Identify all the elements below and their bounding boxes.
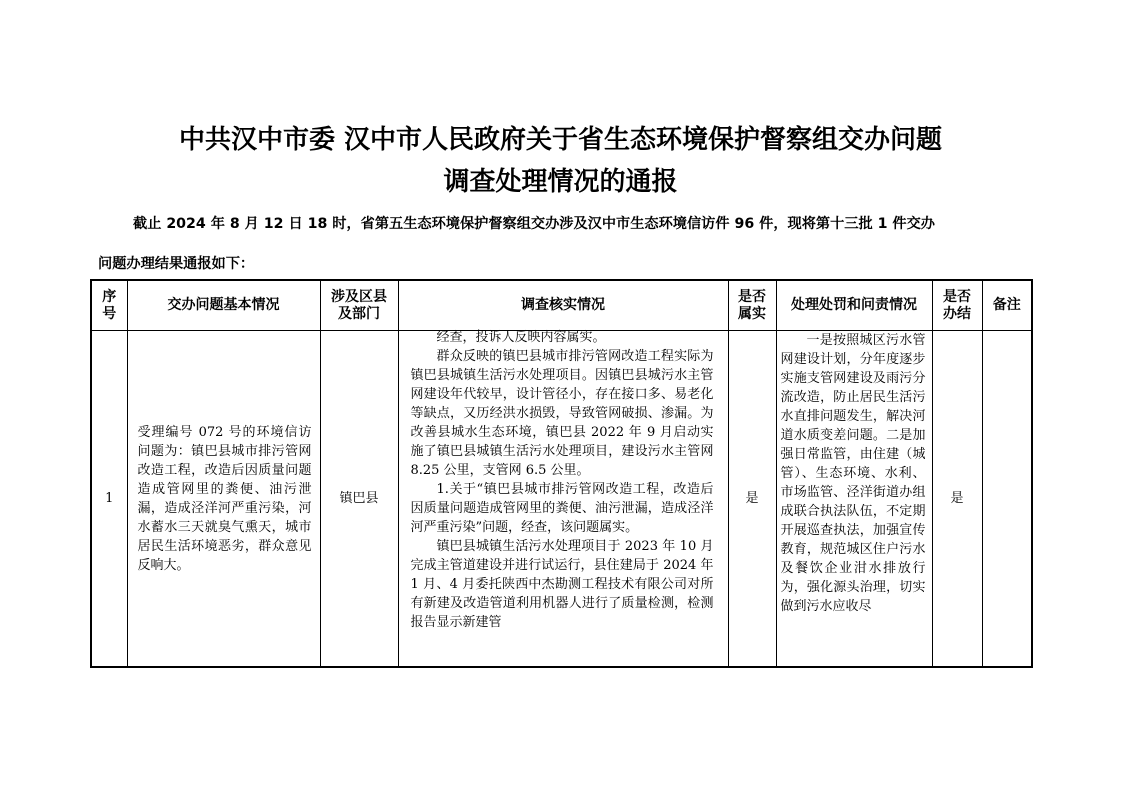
cell-verification xyxy=(398,331,728,668)
header-note: 备注 xyxy=(982,280,1032,331)
verification-paragraph: 1.关于“镇巴县城市排污管网改造工程，改造后因质量问题造成管网里的粪便、油污泄漏，造成泾洋河严重污染”问题，经查，该问题属实。 xyxy=(410,482,714,535)
header-truth: 是否属实 xyxy=(728,280,776,331)
handling-paragraph: 一是按照城区污水管网建设计划，分年度逐步实施支管网建设及雨污分流改造，防止居民生活污水直排问题发生，解决河道水质变差问题。二是加强日常监管，由住建（城管）、生态环境、水利、市场监管、泾洋街道办组成联合执法队伍，不定期开展巡查执法，加强宣传教育，规范城区住户污水及餐饮企业泔水排放行为，强化源头治理，切实做到污水应收尽 xyxy=(780,333,926,614)
cell-basic-info: 受理编号 072 号的环境信访问题为：镇巴县城市排污管网改造工程，改造后因质量问题造成管网里的粪便、油污泄漏，造成泾洋河严重污染，河水蓄水三天就臭气熏天，城市居民生活环境恶劣，群众意见反响大。 xyxy=(127,331,320,668)
cell-seq: 1 xyxy=(91,331,127,668)
verification-paragraph: 群众反映的镇巴县城市排污管网改造工程实际为镇巴县城镇生活污水处理项目。因镇巴县城污水主管网建设年代较早，设计管径小，存在接口多、易老化等缺点，又历经洪水损毁，导致管网破损、渗漏。为改善县城水生态环境，镇巴县 2022 年 9 月启动实施了镇巴县城镇生活污水处理项目，建设污水主管网 8.25 公里，支管网 6.5 公里。 xyxy=(410,349,714,478)
handling-text xyxy=(777,331,932,666)
document-title-line1: 中共汉中市委 汉中市人民政府关于省生态环境保护督察组交办问题 xyxy=(178,125,943,155)
header-dept: 涉及区县及部门 xyxy=(320,280,398,331)
header-done: 是否办结 xyxy=(932,280,982,331)
header-verify: 调查核实情况 xyxy=(398,280,728,331)
table-header-row xyxy=(91,280,1032,331)
verification-text xyxy=(411,328,714,663)
cell-dept: 镇巴县 xyxy=(320,331,398,668)
intro-paragraph: 截止 2024 年 8 月 12 日 18 时，省第五生态环境保护督察组交办涉及汉中市生态环境信访件 96 件，现将第十三批 1 件交办 xyxy=(133,216,935,232)
report-table xyxy=(90,279,1033,668)
cell-note xyxy=(982,331,1032,668)
cell-done: 是 xyxy=(932,331,982,668)
document-title-line2: 调查处理情况的通报 xyxy=(443,167,678,197)
verification-paragraph: 经查，投诉人反映内容属实。 xyxy=(436,330,606,345)
table-row xyxy=(91,331,1032,668)
header-seq: 序号 xyxy=(91,280,127,331)
header-handle: 处理处罚和问责情况 xyxy=(776,280,932,331)
header-basic: 交办问题基本情况 xyxy=(127,280,320,331)
verification-paragraph: 镇巴县城镇生活污水处理项目于 2023 年 10 月完成主管道建设并进行试运行，县住建局于 2024 年 1 月、4 月委托陕西中杰勘测工程技术有限公司对所有新建及改造管道利用机器人进行了质量检测，检测报告显示新建管 xyxy=(410,539,714,630)
cell-handling xyxy=(776,331,932,668)
intro-paragraph-continued: 问题办理结果通报如下： xyxy=(98,256,255,272)
cell-truth: 是 xyxy=(728,331,776,668)
